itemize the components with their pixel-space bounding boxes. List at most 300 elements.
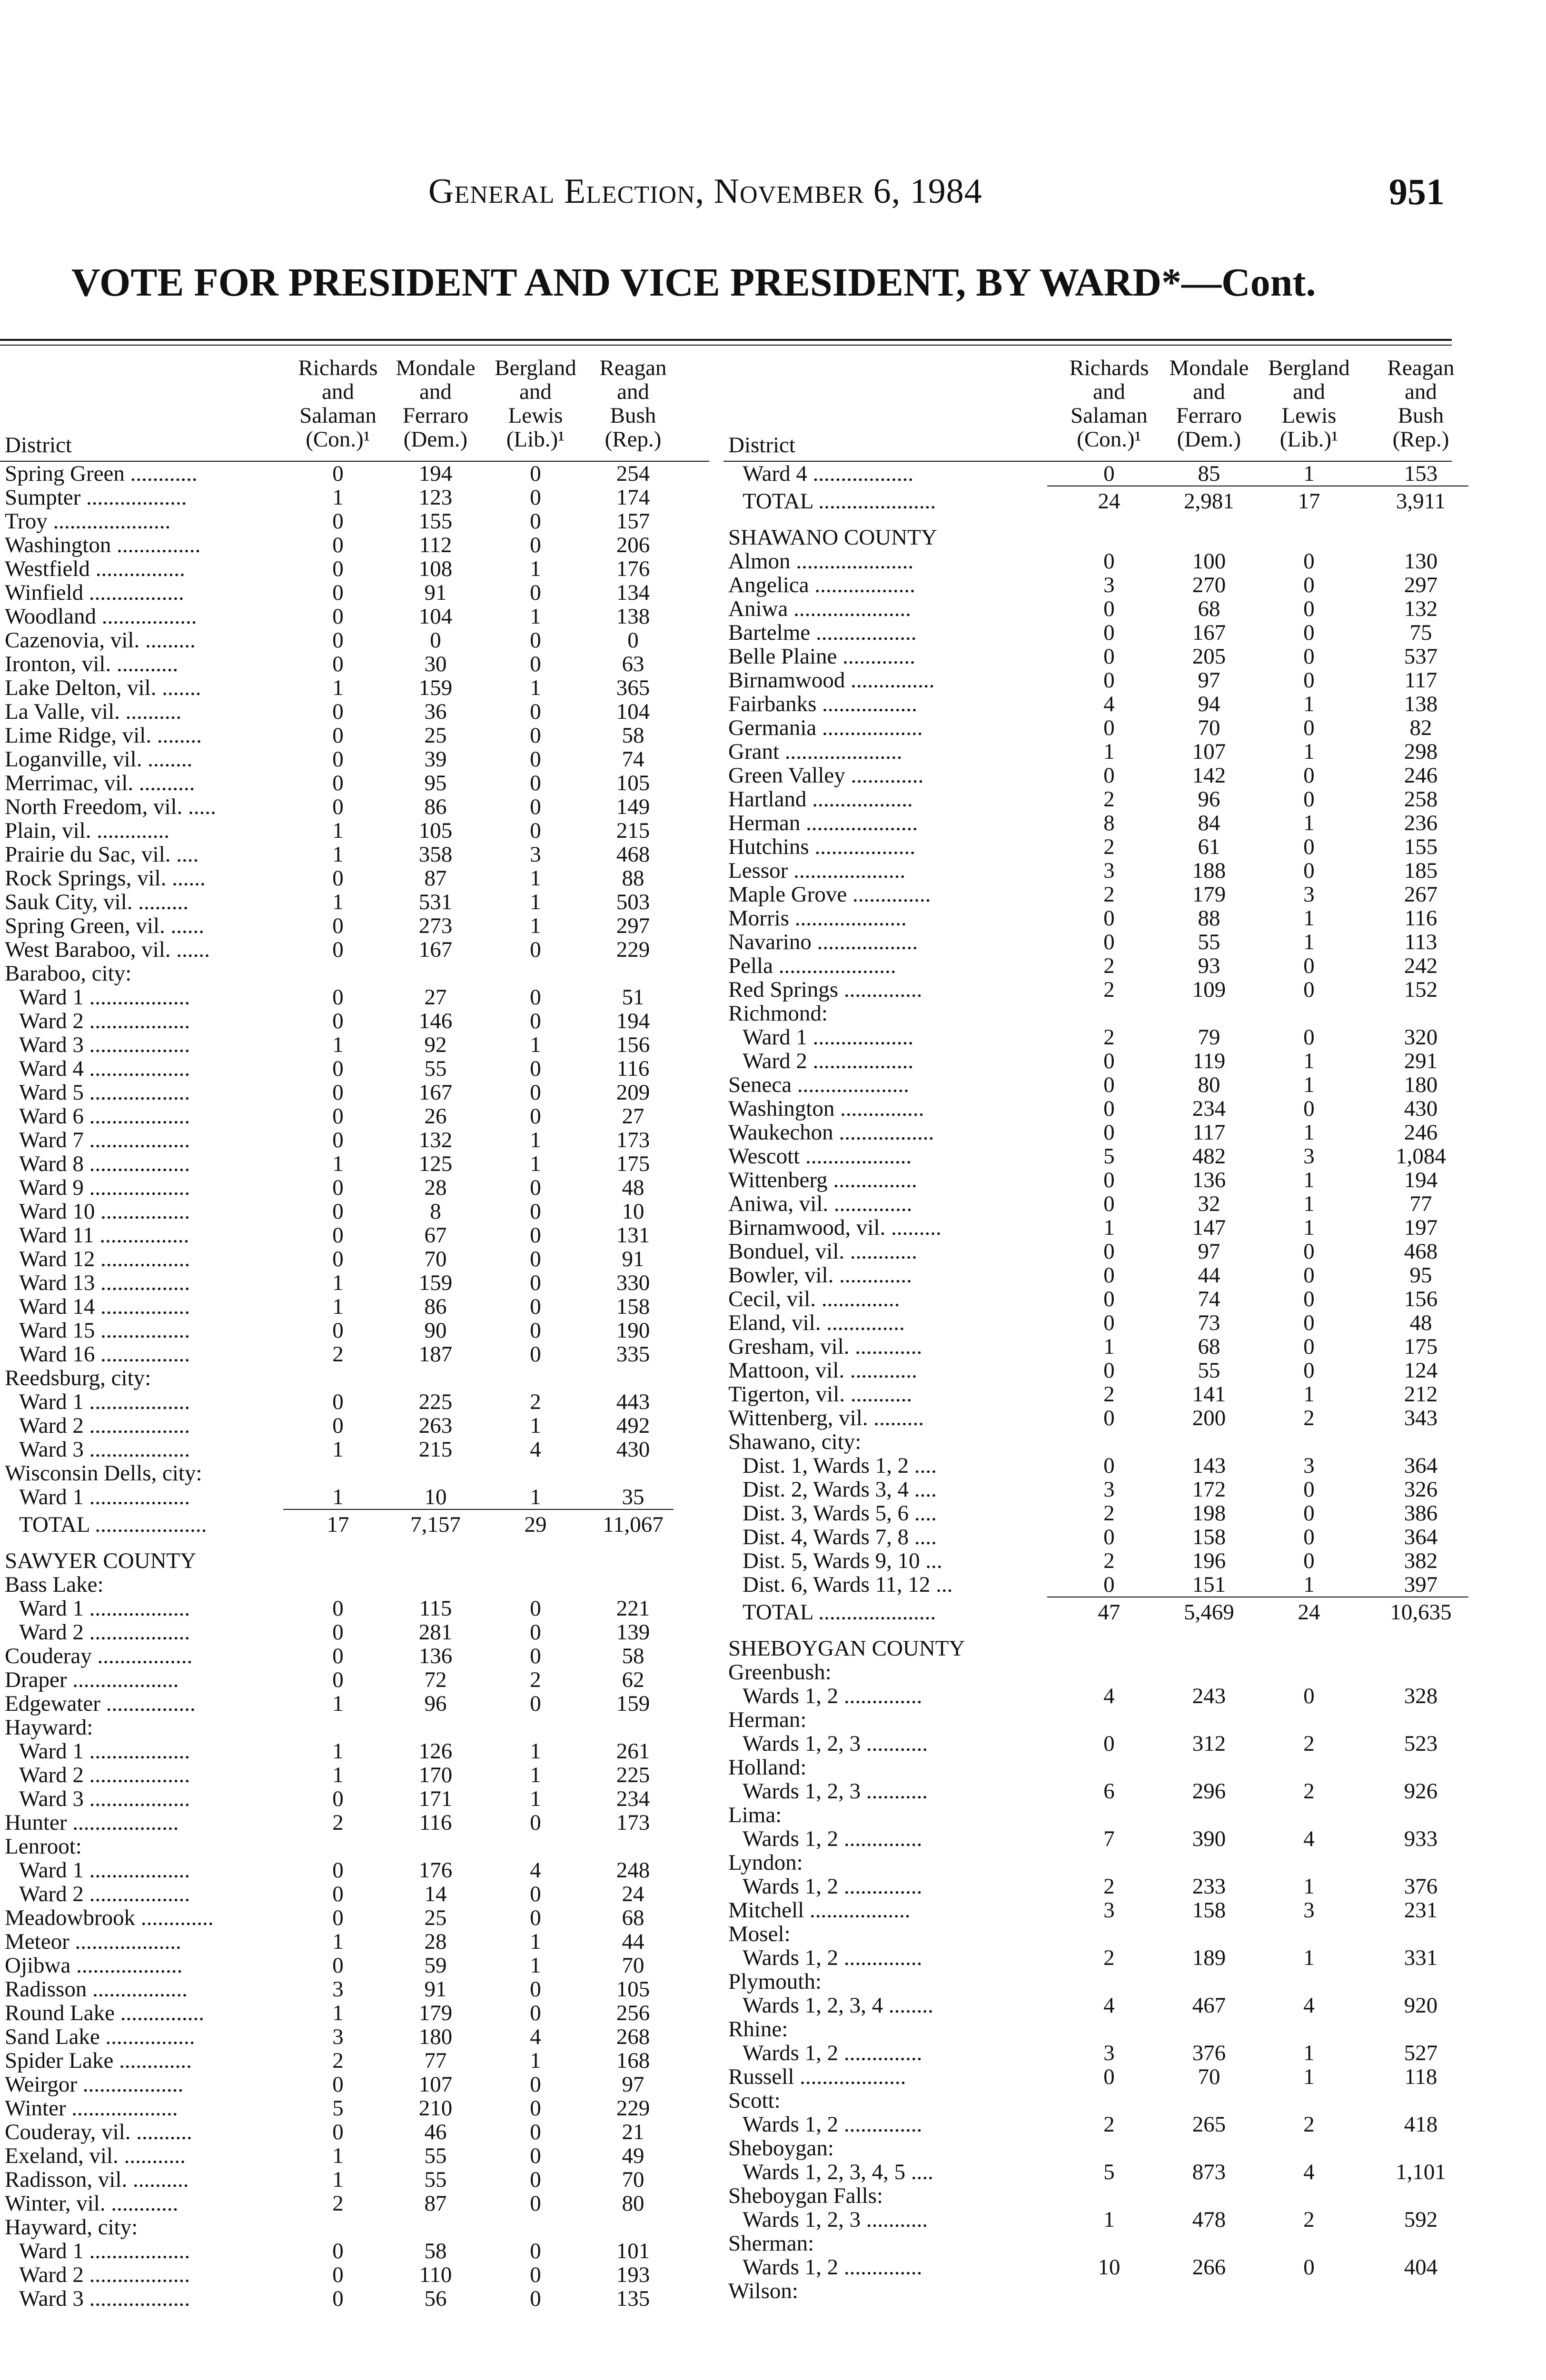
vote-count: 0: [1103, 1168, 1115, 1192]
district-name-text: Wards 1, 2, 3, 4: [743, 1993, 883, 2017]
vote-count: 138: [1404, 692, 1438, 716]
district-name-text: North Freedom, vil.: [5, 795, 183, 819]
leader-dots: ..................: [83, 985, 190, 1009]
vote-count: 0: [1303, 1334, 1315, 1359]
district-name: [19, 1597, 286, 1620]
vote-count: 1: [1303, 1191, 1315, 1216]
table-row: [723, 573, 1452, 597]
vote-count: 0: [530, 2096, 541, 2121]
district-name: [5, 771, 286, 795]
district-name: [728, 1192, 1019, 1216]
vote-count: 0: [332, 1905, 344, 1930]
vote-count: 0: [332, 1596, 344, 1621]
district-name-text: Rhine:: [728, 2017, 788, 2041]
vote-count: 0: [1103, 930, 1115, 954]
district-name: [743, 2255, 1019, 2279]
county-heading: [723, 516, 1452, 549]
vote-count: 3: [332, 2024, 344, 2049]
vote-count: 1: [332, 2143, 344, 2168]
vote-count: 296: [1192, 1779, 1226, 1804]
vote-count: 390: [1192, 1826, 1226, 1851]
vote-count: 1: [1303, 1072, 1315, 1097]
group-label: [0, 962, 709, 985]
vote-count: 3: [1103, 858, 1115, 883]
table-row: [723, 1993, 1452, 2017]
table-row: [0, 1295, 709, 1319]
leader-dots: ......: [165, 914, 205, 938]
leader-dots: ...............: [845, 668, 935, 692]
vote-count: 386: [1404, 1501, 1438, 1526]
vote-count: 51: [622, 985, 644, 1010]
vote-count: 157: [616, 509, 650, 534]
leader-dots: .........: [868, 1406, 924, 1430]
vote-count: 39: [424, 747, 447, 772]
district-name-text: Ward 3: [19, 1033, 84, 1057]
vote-count: 225: [616, 1763, 650, 1787]
vote-count: 138: [616, 604, 650, 629]
district-name-text: Ward 6: [19, 1104, 84, 1128]
vote-count: 0: [1303, 1239, 1315, 1264]
vote-count: 70: [1198, 715, 1220, 740]
vote-count: 0: [530, 1342, 541, 1367]
vote-count: 1: [1303, 930, 1315, 954]
district-name-text: Ward 1: [19, 1597, 84, 1620]
vote-count: 105: [418, 818, 453, 843]
district-name-text: Wards 1, 2: [743, 2112, 839, 2136]
vote-count: 478: [1192, 2207, 1226, 2232]
table-row: [723, 549, 1452, 573]
vote-count: 256: [616, 2001, 650, 2025]
vote-count: 153: [1404, 461, 1438, 486]
vote-count: 1: [1303, 1049, 1315, 1073]
vote-count: 0: [332, 2072, 344, 2097]
district-name: [728, 1970, 1019, 1993]
district-name-text: Plymouth:: [728, 1970, 822, 1993]
district-name-text: Belle Plaine: [728, 645, 837, 668]
leader-dots: ..................: [804, 1898, 911, 1922]
table-row: [0, 1390, 709, 1414]
table-row: [723, 787, 1452, 811]
candidate-header-line: Richards: [1069, 356, 1149, 380]
leader-dots: ..................: [80, 486, 187, 509]
vote-count: 0: [1303, 1358, 1315, 1383]
vote-count: 134: [616, 580, 650, 605]
district-name: [19, 1176, 286, 1200]
district-name-text: Birnamwood, vil.: [728, 1216, 886, 1240]
district-name: [728, 1922, 1019, 1946]
district-name: [19, 1414, 286, 1438]
district-name: [19, 1438, 286, 1461]
leader-dots: ..................: [807, 1025, 914, 1049]
district-name: [5, 1835, 286, 1858]
leader-dots: ................: [95, 1247, 190, 1271]
district-name: [728, 1430, 1019, 1454]
district-name: [728, 1002, 1019, 1025]
table-row: [723, 2160, 1452, 2184]
vote-count: 215: [418, 1437, 453, 1462]
district-name: [5, 1906, 286, 1930]
page-number: 951: [1389, 171, 1445, 212]
table-row: [723, 1263, 1452, 1287]
vote-count: 85: [1198, 461, 1220, 486]
district-name: [728, 2017, 1019, 2041]
district-name-text: Ward 2: [19, 1882, 84, 1906]
vote-count: 0: [530, 533, 541, 557]
vote-count: 397: [1404, 1572, 1438, 1597]
vote-count: 0: [530, 2120, 541, 2144]
table-row: [723, 1779, 1452, 1803]
vote-count: 268: [616, 2024, 650, 2049]
vote-count: 231: [1404, 1898, 1438, 1923]
vote-count: 1: [332, 1691, 344, 1716]
candidate-header-line: Mondale: [1169, 356, 1249, 380]
vote-count: 0: [1303, 573, 1315, 597]
vote-count: 36: [424, 699, 447, 724]
vote-count: 537: [1404, 644, 1438, 669]
vote-count: 0: [1103, 668, 1115, 693]
vote-count: 105: [616, 1977, 650, 2002]
vote-count: 104: [418, 604, 453, 629]
vote-count: 0: [530, 723, 541, 748]
leader-dots: ................: [95, 1271, 190, 1295]
district-rows: [0, 462, 709, 2311]
vote-count: 170: [418, 1763, 453, 1787]
district-name: [5, 1644, 286, 1668]
vote-count: 0: [332, 1009, 344, 1033]
leader-dots: ........: [883, 1993, 933, 2017]
district-name-text: Mitchell: [728, 1898, 804, 1922]
table-row: [723, 1382, 1452, 1406]
leader-dots: ...................: [69, 1930, 181, 1954]
vote-count: 95: [424, 771, 447, 795]
vote-count: 0: [530, 794, 541, 819]
district-name: [5, 914, 286, 938]
vote-count: 125: [418, 1151, 453, 1176]
vote-count: 1: [1303, 461, 1315, 486]
vote-count: 180: [1404, 1072, 1438, 1097]
district-name-text: Washington: [5, 533, 111, 557]
district-name-text: Hunter: [5, 1811, 67, 1835]
district-name: [5, 2001, 286, 2025]
vote-count: 10: [424, 1485, 447, 1509]
district-name: [5, 2215, 286, 2239]
vote-count: 265: [1192, 2112, 1226, 2137]
vote-count: 175: [616, 1151, 650, 1176]
candidate-header-line: Reagan: [599, 356, 667, 380]
leader-dots: ..................: [83, 1009, 190, 1033]
district-name-text: Prairie du Sac, vil.: [5, 843, 171, 866]
table-row: [723, 811, 1452, 835]
vote-count: 225: [418, 1389, 453, 1414]
table-row: [723, 1192, 1452, 1216]
vote-count: 0: [530, 747, 541, 772]
vote-count: 0: [1103, 1239, 1115, 1264]
district-name: [19, 1763, 286, 1787]
district-name: [19, 1152, 286, 1176]
vote-count: 175: [1404, 1334, 1438, 1359]
vote-count: 2: [1103, 1501, 1115, 1526]
vote-count: 141: [1192, 1382, 1226, 1407]
vote-count: 0: [1303, 1310, 1315, 1335]
district-name-text: Ojibwa: [5, 1954, 71, 1977]
candidate-header-line: Bush: [1397, 403, 1444, 428]
vote-count: 1: [530, 1032, 541, 1057]
district-name: [743, 2160, 1019, 2184]
vote-count: 0: [1103, 1310, 1115, 1335]
district-name-text: SHAWANO COUNTY: [728, 525, 937, 550]
table-row: [723, 1684, 1452, 1708]
vote-count: 0: [332, 1858, 344, 1883]
table-row: [0, 1668, 709, 1692]
vote-count: 3: [1103, 2041, 1115, 2065]
district-name-text: Wards 1, 2: [743, 1684, 839, 1708]
leader-dots: ..................: [809, 835, 915, 859]
vote-count: 0: [332, 747, 344, 772]
leader-dots: ..............: [838, 1874, 922, 1898]
group-label: [0, 1461, 709, 1485]
table-row: [723, 906, 1452, 930]
vote-count: 132: [1404, 596, 1438, 621]
table-row: [0, 1104, 709, 1128]
vote-count: 174: [616, 485, 650, 510]
vote-count: 171: [418, 1786, 453, 1811]
vote-count: 10: [1098, 2255, 1120, 2280]
group-label: [0, 1835, 709, 1858]
vote-count: 0: [332, 1104, 344, 1129]
table-row: [723, 1097, 1452, 1121]
county-heading: [723, 1627, 1452, 1660]
vote-count: 117: [1404, 668, 1437, 693]
vote-count: 74: [1198, 1287, 1220, 1311]
vote-count: 48: [1409, 1310, 1432, 1335]
vote-count: 297: [1404, 573, 1438, 597]
table-row: [0, 2049, 709, 2073]
vote-count: 1: [530, 913, 541, 938]
table-row: [0, 1977, 709, 2001]
vote-count: 179: [418, 2001, 453, 2025]
table-row: [723, 1216, 1452, 1240]
vote-count: 1: [1303, 1572, 1315, 1597]
district-name-text: Ward 14: [19, 1295, 95, 1319]
district-name-text: Sand Lake: [5, 2025, 100, 2049]
vote-count: 3: [1303, 1453, 1315, 1478]
vote-count: 59: [424, 1953, 447, 1978]
vote-count: 126: [418, 1739, 453, 1764]
vote-count: 0: [332, 1786, 344, 1811]
vote-count: 1: [332, 1270, 344, 1295]
vote-count: 91: [622, 1247, 644, 1271]
district-name: [5, 2073, 286, 2096]
vote-count: 1: [332, 1739, 344, 1764]
table-row: [0, 1057, 709, 1081]
vote-count: 55: [1198, 930, 1220, 954]
table-row: [723, 1827, 1452, 1851]
leader-dots: ..................: [83, 1390, 190, 1414]
vote-count: 172: [1192, 1477, 1226, 1502]
district-name: [728, 1168, 1019, 1192]
district-name: [728, 1803, 1019, 1827]
leader-dots: .....................: [813, 1600, 936, 1625]
district-name: [19, 1342, 286, 1366]
district-name-text: Merrimac, vil.: [5, 771, 134, 795]
vote-count: 82: [1409, 715, 1432, 740]
candidate-header-line: Bush: [610, 403, 656, 428]
vote-count: 1,084: [1396, 1144, 1446, 1169]
table-row: [723, 668, 1452, 692]
district-name-text: Seneca: [728, 1073, 792, 1097]
vote-count: 44: [622, 1929, 644, 1954]
district-name-text: Mattoon, vil.: [728, 1359, 845, 1382]
district-name-text: Wards 1, 2, 3: [743, 1779, 861, 1803]
district-name-text: Dist. 3, Wards 5, 6: [743, 1501, 909, 1525]
leader-dots: .....................: [788, 597, 911, 621]
vote-count: 0: [332, 509, 344, 534]
table-row: [0, 1787, 709, 1811]
district-name: [5, 2120, 286, 2144]
leader-dots: .....................: [47, 509, 171, 533]
vote-count: 0: [332, 1413, 344, 1438]
vote-count: 376: [1192, 2041, 1226, 2065]
vote-count: 4: [1303, 1826, 1315, 1851]
table-row: [723, 645, 1452, 668]
leader-dots: ...............: [111, 533, 201, 557]
district-name-text: Loganville, vil.: [5, 747, 142, 771]
vote-count: 196: [1192, 1548, 1226, 1573]
vote-count: 0: [332, 652, 344, 676]
vote-count: 2: [1303, 1406, 1315, 1430]
vote-count: 2: [1303, 2207, 1315, 2232]
table-row: [723, 740, 1452, 764]
vote-count: 87: [424, 866, 447, 891]
vote-count: 266: [1192, 2255, 1226, 2280]
vote-count: 7,157: [410, 1512, 461, 1537]
vote-count: 1: [530, 2048, 541, 2073]
vote-count: 3: [530, 842, 541, 867]
candidate-header: [288, 356, 388, 451]
candidate-header: [1364, 356, 1478, 451]
vote-count: 1: [1303, 1215, 1315, 1240]
vote-count: 0: [1103, 1525, 1115, 1549]
table-row: [0, 866, 709, 890]
table-row: [0, 486, 709, 509]
vote-count: 297: [616, 913, 650, 938]
total-row: [723, 486, 1452, 516]
vote-count: 331: [1404, 1945, 1438, 1970]
candidate-header-line: (Lib.)¹: [506, 427, 565, 452]
vote-count: 32: [1198, 1191, 1220, 1216]
leader-dots: .....................: [773, 954, 896, 978]
vote-count: 91: [424, 580, 447, 605]
table-row: [0, 1906, 709, 1930]
vote-count: 2: [1103, 977, 1115, 1002]
vote-count: 1: [1103, 739, 1115, 764]
leader-dots: ..............: [847, 883, 931, 906]
vote-count: 212: [1404, 1382, 1438, 1407]
vote-count: 4: [530, 1437, 541, 1462]
district-name: [728, 883, 1019, 906]
district-name-text: Birnamwood: [728, 668, 845, 692]
vote-count: 2: [332, 1342, 344, 1367]
district-name: [5, 1366, 286, 1390]
column-header: [0, 352, 709, 462]
vote-count: 167: [418, 937, 453, 962]
leader-dots: .............: [135, 1906, 214, 1930]
vote-count: 382: [1404, 1548, 1438, 1573]
vote-count: 312: [1192, 1731, 1226, 1756]
district-name-text: Cazenovia, vil.: [5, 628, 140, 652]
district-name: [728, 1287, 1019, 1311]
vote-count: 0: [1103, 1049, 1115, 1073]
table-row: [723, 930, 1452, 954]
table-row: [0, 2073, 709, 2096]
leader-dots: ..................: [83, 1128, 190, 1152]
district-name-text: Wilson:: [728, 2279, 798, 2303]
vote-count: 4: [530, 2024, 541, 2049]
table-row: [0, 1414, 709, 1438]
vote-count: 468: [616, 842, 650, 867]
district-name-text: Wards 1, 2: [743, 1946, 839, 1970]
district-name-text: Woodland: [5, 605, 97, 628]
leader-dots: ....: [909, 1525, 937, 1549]
vote-count: 0: [530, 1080, 541, 1105]
vote-count: 0: [530, 1620, 541, 1645]
vote-count: 0: [530, 1294, 541, 1319]
vote-count: 28: [424, 1929, 447, 1954]
district-name-text: Richmond:: [728, 1002, 828, 1025]
district-name: [19, 1128, 286, 1152]
district-name-text: Lyndon:: [728, 1851, 803, 1874]
leader-dots: ..................: [83, 1438, 190, 1461]
table-row: [723, 954, 1452, 978]
table-row: [0, 2120, 709, 2144]
table-row: [723, 1049, 1452, 1073]
district-name-text: Bartelme: [728, 621, 811, 645]
vote-count: 0: [530, 1905, 541, 1930]
vote-count: 0: [530, 2167, 541, 2192]
vote-count: 8: [1103, 811, 1115, 835]
vote-count: 926: [1404, 1779, 1438, 1804]
vote-count: 0: [530, 2262, 541, 2287]
table-row: [0, 2096, 709, 2120]
district-name: [743, 1946, 1019, 1970]
vote-count: 343: [1404, 1406, 1438, 1430]
vote-count: 933: [1404, 1826, 1438, 1851]
vote-count: 93: [1198, 953, 1220, 978]
vote-count: 158: [1192, 1898, 1226, 1923]
vote-count: 0: [1303, 1263, 1315, 1288]
leader-dots: ..............: [838, 978, 922, 1002]
candidate-header-line: (Con.)¹: [1077, 427, 1141, 452]
district-name-text: Westfield: [5, 557, 90, 581]
vote-count: 3: [1103, 573, 1115, 597]
district-name-text: Ward 7: [19, 1128, 84, 1152]
leader-dots: ..................: [83, 2239, 190, 2263]
candidate-header-line: and: [1293, 379, 1325, 404]
vote-count: 0: [332, 1080, 344, 1105]
vote-count: 0: [332, 556, 344, 581]
vote-count: 210: [418, 2096, 453, 2121]
district-name: [743, 1454, 1019, 1478]
district-name-text: Weirgor: [5, 2073, 77, 2096]
vote-count: 29: [524, 1512, 547, 1537]
vote-count: 1: [1303, 692, 1315, 716]
vote-count: 0: [1103, 715, 1115, 740]
vote-count: 26: [424, 1104, 447, 1129]
table-row: [723, 1168, 1452, 1192]
leader-dots: ....: [909, 1454, 937, 1478]
district-name: [5, 2144, 286, 2168]
vote-count: 527: [1404, 2041, 1438, 2065]
